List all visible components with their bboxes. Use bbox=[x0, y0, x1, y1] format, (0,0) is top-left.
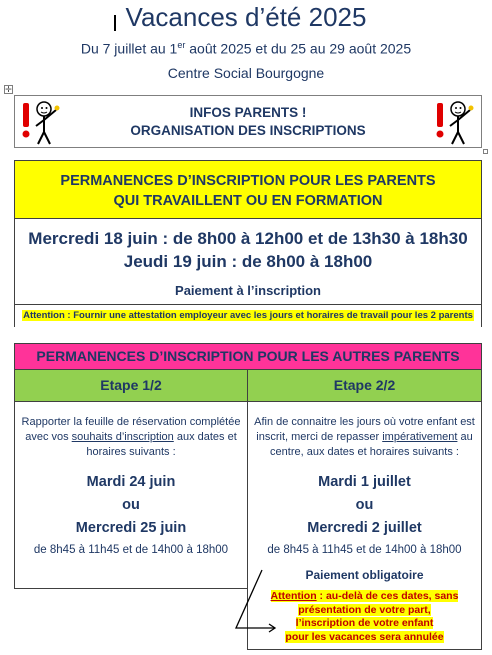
cancellation-warning bbox=[247, 590, 482, 644]
holiday-dates bbox=[0, 40, 492, 57]
working-parents-heading bbox=[15, 161, 481, 219]
table-resize-handle[interactable] bbox=[483, 149, 488, 154]
step-2-desc-b: au centre, aux dates et horaires suivants : bbox=[270, 431, 473, 458]
other-parents-heading: PERMANENCES D’INSCRIPTION POUR LES AUTRES PARENTS bbox=[15, 344, 481, 370]
step-1-description bbox=[21, 415, 241, 460]
step-1-desc-b: aux dates et horaires suivants : bbox=[86, 431, 237, 458]
step-1-day-1: Mardi 24 juin bbox=[86, 474, 176, 490]
step-1-column bbox=[15, 370, 248, 590]
dates-prefix: Du 7 juillet au 1 bbox=[80, 40, 178, 57]
info-banner bbox=[14, 95, 482, 148]
info-banner-text bbox=[67, 104, 429, 140]
table-move-handle[interactable]: ✛ bbox=[5, 85, 12, 94]
payment-note: Paiement à l’inscription bbox=[175, 283, 321, 298]
page-title bbox=[0, 2, 492, 33]
warning-line-1: : au-delà de ces dates, sans bbox=[316, 590, 459, 602]
step-2-or: ou bbox=[355, 497, 374, 513]
step-1-desc-underlined: souhaits d’inscription bbox=[71, 431, 174, 443]
stick-figure-exclamation-icon bbox=[18, 98, 64, 146]
info-line-1: INFOS PARENTS ! bbox=[189, 105, 307, 120]
step-1-title: Etape 1/2 bbox=[15, 370, 247, 402]
warning-line-4: pour les vacances sera annulée bbox=[285, 630, 444, 643]
working-parents-dates bbox=[15, 227, 481, 273]
step-2-column bbox=[248, 370, 481, 590]
step-1-day-2: Mercredi 25 juin bbox=[75, 520, 187, 536]
other-parents-box bbox=[14, 343, 482, 589]
step-2-day-2: Mercredi 2 juillet bbox=[307, 520, 422, 536]
date-thursday: Jeudi 19 juin : de 8h00 à 18h00 bbox=[123, 252, 373, 271]
step-2-description bbox=[254, 415, 475, 460]
step-2-dates bbox=[248, 471, 481, 540]
warning-line-2: présentation de votre part, bbox=[298, 603, 431, 616]
step-2-desc-a: Afin de connaitre les jours où votre enfant est inscrit, merci de repasser bbox=[254, 416, 475, 443]
step-1-dates bbox=[15, 471, 247, 540]
dates-suffix: août 2025 et du 25 au 29 août 2025 bbox=[185, 40, 412, 57]
attention-text: Attention : Fournir une attestation employeur avec les jours et horaires de travail pour les 2 parents bbox=[23, 310, 473, 321]
date-wednesday: Mercredi 18 juin : de 8h00 à 12h00 et de 13h30 à 18h30 bbox=[28, 229, 468, 248]
working-parents-heading-line1: PERMANENCES D’INSCRIPTION POUR LES PARENTS bbox=[60, 173, 436, 189]
warning-line-3: l’inscription de votre enfant bbox=[295, 617, 434, 629]
step-2-title: Etape 2/2 bbox=[248, 370, 481, 402]
step-2-desc-underlined: impérativement bbox=[382, 431, 458, 443]
location: Centre Social Bourgogne bbox=[167, 65, 325, 81]
attention-note bbox=[15, 304, 481, 327]
step-1-bottom-border bbox=[14, 588, 248, 589]
text-cursor bbox=[114, 15, 116, 31]
step-1-or: ou bbox=[122, 497, 140, 513]
step-1-desc-a: Rapporter la feuille de réservation complétée avec vos bbox=[21, 416, 241, 443]
step-2-hours: de 8h45 à 11h45 et de 14h00 à 18h00 bbox=[267, 544, 462, 556]
step-1-hours: de 8h45 à 11h45 et de 14h00 à 18h00 bbox=[33, 544, 229, 556]
arrow-icon bbox=[228, 568, 278, 638]
warning-word: Attention bbox=[270, 590, 317, 602]
mandatory-payment: Paiement obligatoire bbox=[305, 568, 424, 582]
step-2-day-1: Mardi 1 juillet bbox=[318, 474, 411, 490]
working-parents-box bbox=[14, 160, 482, 327]
dates-sup: er bbox=[177, 40, 186, 50]
info-line-2: ORGANISATION DES INSCRIPTIONS bbox=[130, 123, 366, 138]
working-parents-heading-line2: QUI TRAVAILLENT OU EN FORMATION bbox=[113, 193, 383, 209]
stick-figure-exclamation-icon bbox=[432, 98, 478, 146]
title-text: Vacances d’été 2025 bbox=[125, 2, 367, 32]
